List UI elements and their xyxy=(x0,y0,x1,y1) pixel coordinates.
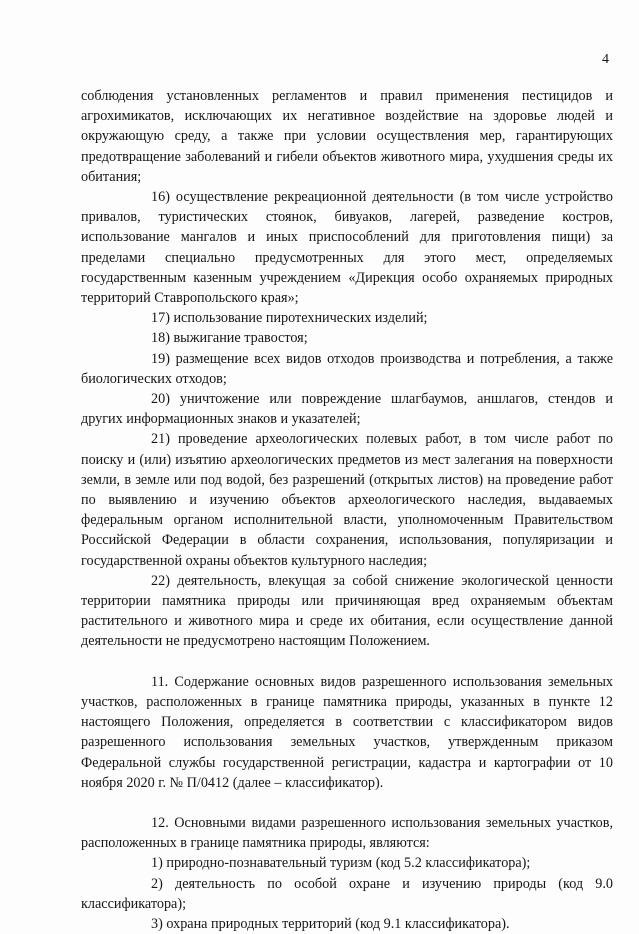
document-body xyxy=(81,86,613,934)
permitted-use-item-2: 2) деятельность по особой охране и изучению природы (код 9.0 классификатора); xyxy=(81,875,613,912)
paragraph-spacer xyxy=(81,793,613,813)
list-item-21: 21) проведение археологических полевых работ, в том числе работ по поиску и (или) изъятию археологических предметов из мест залегания на поверхности земли, в земле или под водой, без разрешений (открытых листов) на проведение работ по выявлению и изучению объектов археологического наследия, выдаваемых федеральным органом исполнительной власти, уполномоченным Правительством Российской Федерации в области сохранения, использования, популяризации и государственной охраны объектов культурного наследия; xyxy=(81,431,613,569)
section-12: 12. Основными видами разрешенного использования земельных участков, расположенных в границе памятника природы, являются: xyxy=(81,814,613,852)
list-item-19: 19) размещение всех видов отходов производства и потребления, а также биологических отходов; xyxy=(81,350,613,387)
list-item-18: 18) выжигание травостоя; xyxy=(151,330,308,347)
permitted-use-item-3: 3) охрана природных территорий (код 9.1 классификатора). xyxy=(151,915,510,932)
page-number: 4 xyxy=(602,52,609,67)
paragraph-continuation: соблюдения установленных регламентов и правил применения пестицидов и агрохимикатов, исключающих их негативное воздействие на здоровье людей и окружающую среду, а также при условии осуществления мер, гарантирующих предотвращение заболеваний и гибели объектов животного мира, ухудшения среды их обитания; xyxy=(81,88,613,185)
list-item-16: 16) осуществление рекреационной деятельности (в том числе устройство привалов, туристических стоянок, бивуаков, лагерей, разведение костров, использование мангалов и иных приспособлений для приготовления пищи) за пределами специально предусмотренных для этого мест, определяемых государственным казенным учреждением «Дирекция особо охраняемых природных территорий Ставропольского края»; xyxy=(81,189,613,307)
list-item-20: 20) уничтожение или повреждение шлагбаумов, аншлагов, стендов и других информационных знаков и указателей; xyxy=(81,391,613,428)
paragraph-spacer xyxy=(81,652,613,672)
list-item-17: 17) использование пиротехнических изделий; xyxy=(151,310,428,327)
section-11: 11. Содержание основных видов разрешенного использования земельных участков, расположенных в границе памятника природы, указанных в пункте 12 настоящего Положения, определяется в соответствии с классификатором видов разрешенного использования земельных участков, утвержденным приказом Федеральной службы государственной регистрации, кадастра и картографии от 10 ноября 2020 г. № П/0412 (далее – классификатор). xyxy=(81,673,613,791)
list-item-22: 22) деятельность, влекущая за собой снижение экологической ценности территории памятника природы или причиняющая вред охраняемым объектам растительного и животного мира и среде их обитания, если осуществление данной деятельности не предусмотрено настоящим Положением. xyxy=(81,572,613,650)
permitted-use-item-1: 1) природно-познавательный туризм (код 5.2 классификатора); xyxy=(151,855,531,872)
